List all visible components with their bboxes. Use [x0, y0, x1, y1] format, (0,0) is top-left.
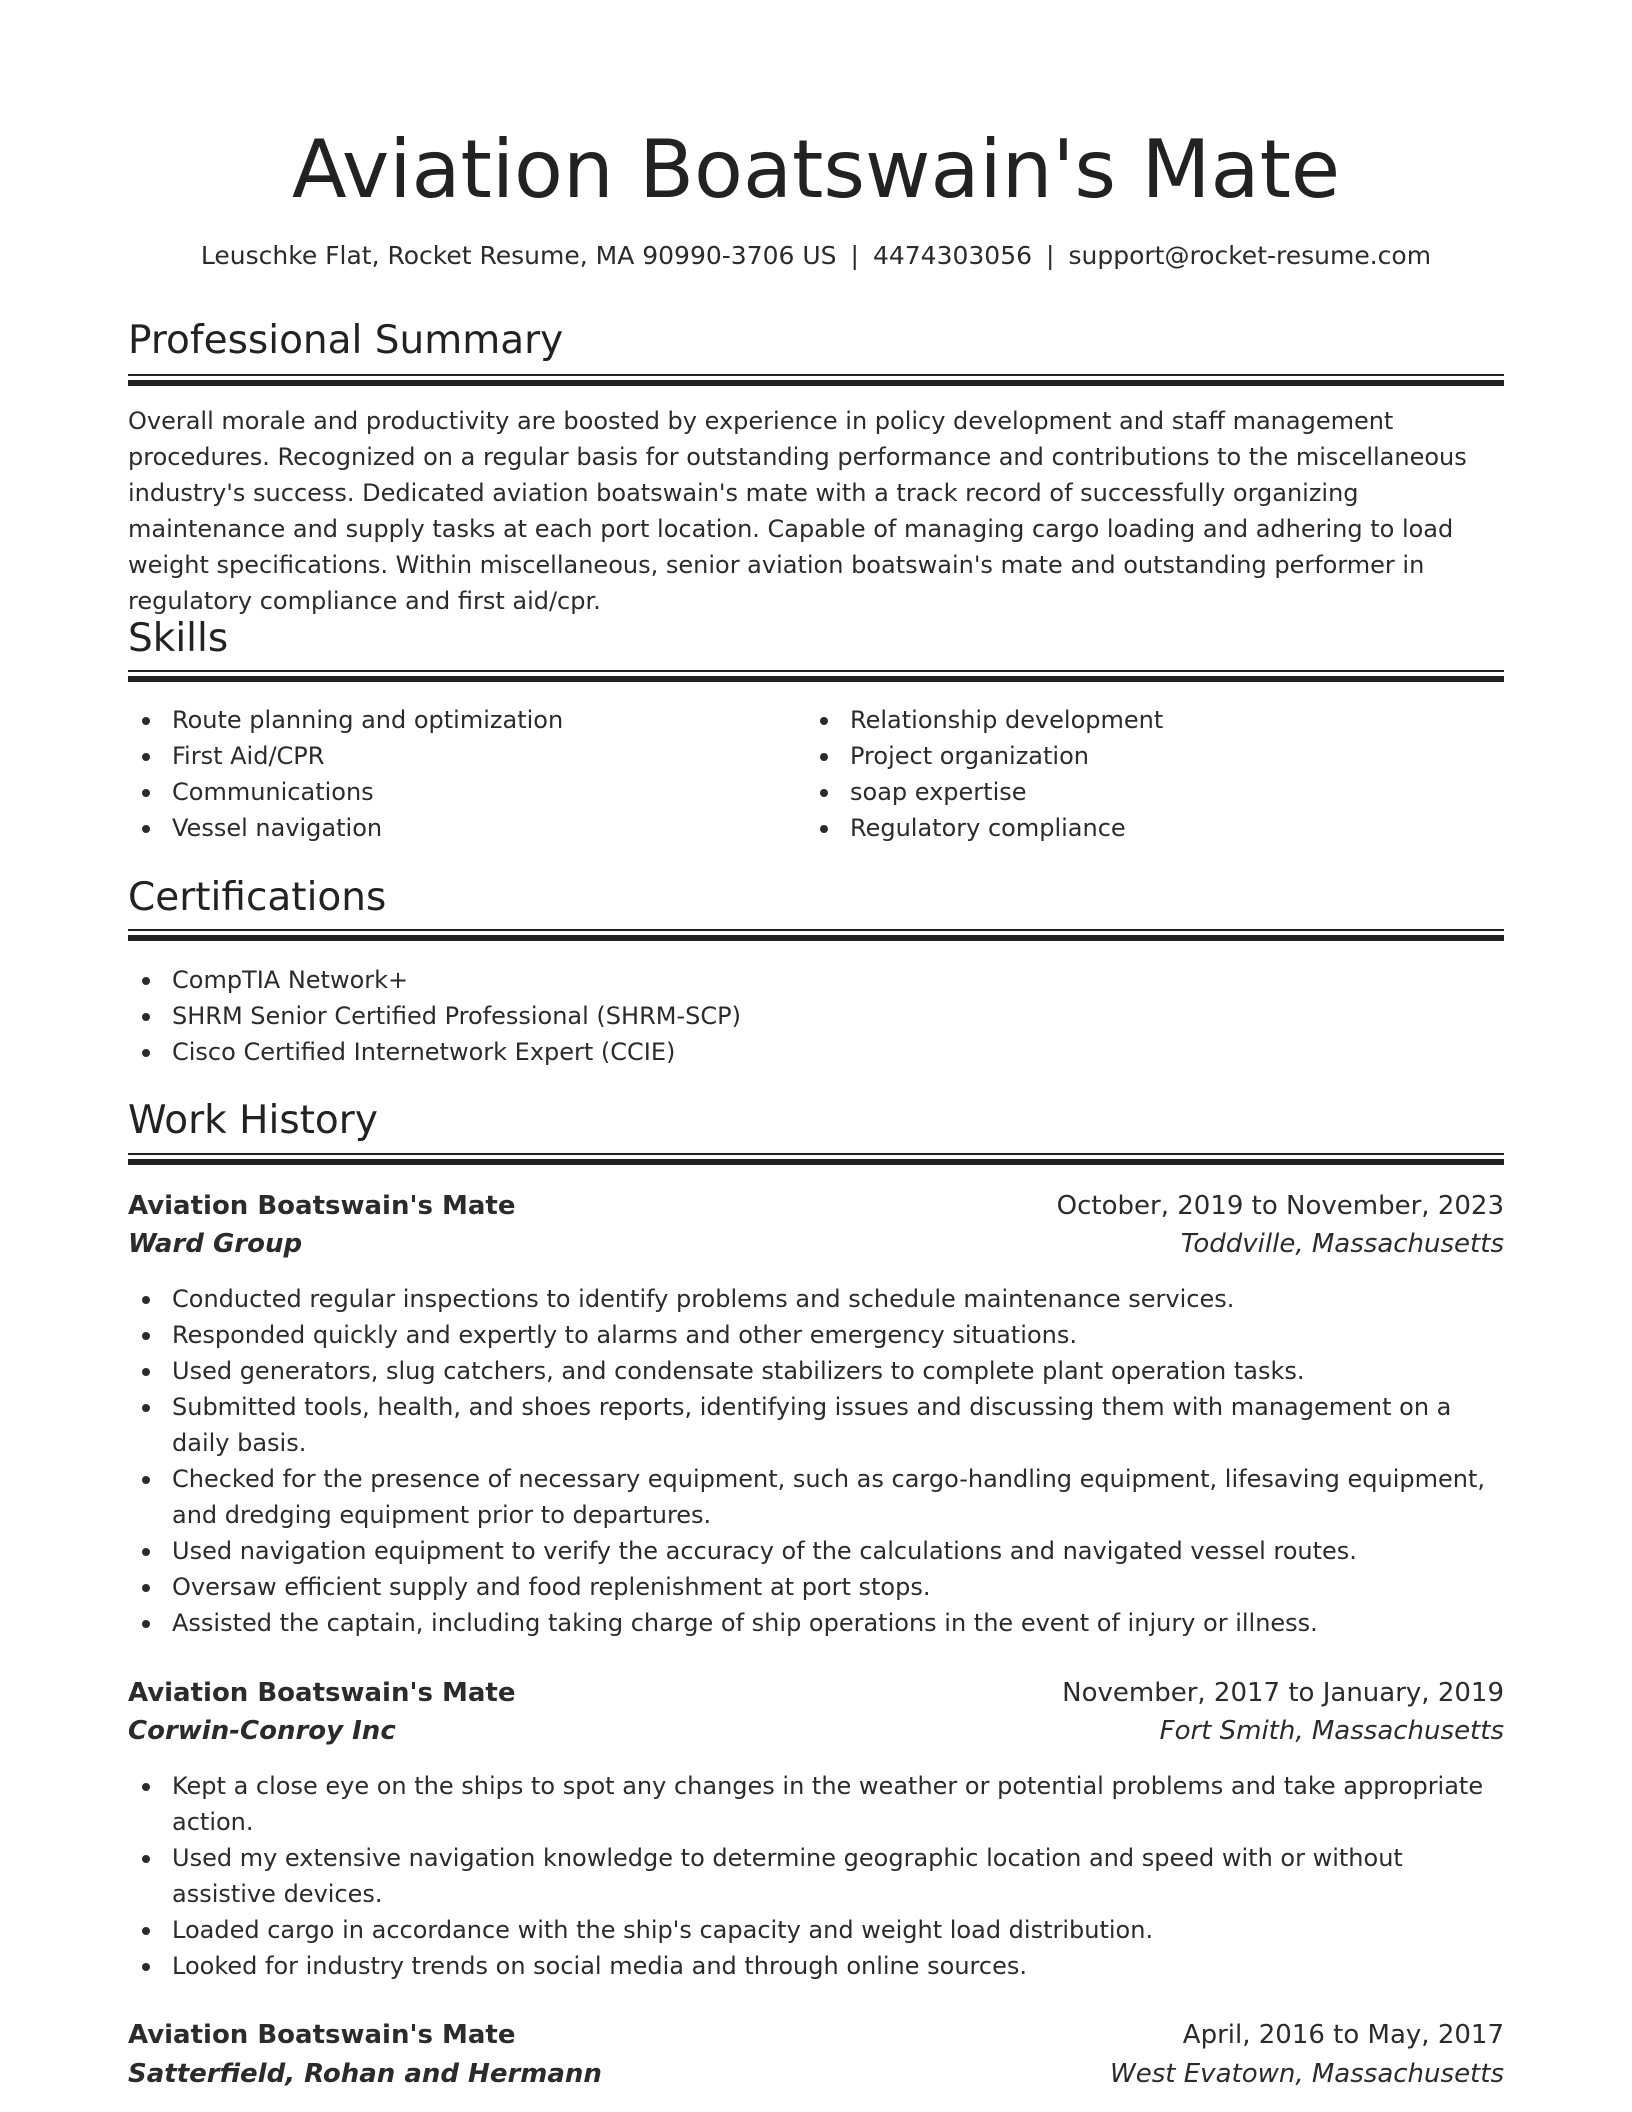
job-company: Ward Group — [128, 1229, 303, 1259]
job-dates: April, 2016 to May, 2017 — [1182, 2020, 1504, 2050]
job-bullet: Kept a close eye on the ships to spot any changes in the weather or potential problems and take appropriate action. — [128, 1768, 1504, 1840]
job-title: Aviation Boatswain's Mate — [128, 2020, 516, 2050]
skills-list-left — [128, 702, 788, 846]
job-bullets — [128, 1281, 1504, 1641]
job-bullet: Checked for the presence of necessary equipment, such as cargo-handling equipment, lifesaving equipment, and dredging equipment prior to departures. — [128, 1461, 1504, 1533]
skill-item: First Aid/CPR — [128, 738, 788, 774]
section-divider — [128, 929, 1504, 941]
job-bullet: Used my extensive navigation knowledge to determine geographic location and speed with or without assistive devices. — [128, 1840, 1504, 1912]
section-title-summary: Professional Summary — [128, 318, 564, 363]
certification-item: SHRM Senior Certified Professional (SHRM-SCP) — [128, 998, 1504, 1034]
skill-item: Project organization — [806, 738, 1504, 774]
skill-item: Relationship development — [806, 702, 1504, 738]
skill-item: Vessel navigation — [128, 810, 788, 846]
job-bullets — [128, 1768, 1504, 1984]
section-divider — [128, 670, 1504, 682]
summary-text: Overall morale and productivity are boosted by experience in policy development and staff management procedures. Recognized on a regular basis for outstanding performance and contributions to the miscellaneous industry's success. Dedicated aviation boatswain's mate with a track record of successfully organizing maintenance and supply tasks at each port location. Capable of managing cargo loading and adhering to load weight specifications. Within miscellaneous, senior aviation boatswain's mate and outstanding performer in regulatory compliance and first aid/cpr. — [128, 407, 1467, 615]
contact-phone: 4474303056 — [872, 241, 1033, 270]
job-dates: October, 2019 to November, 2023 — [1056, 1191, 1504, 1221]
section-title-skills: Skills — [128, 616, 229, 661]
section-title-work-history: Work History — [128, 1098, 378, 1143]
resume-name: Aviation Boatswain's Mate — [291, 123, 1341, 216]
section-divider — [128, 374, 1504, 386]
skill-item: Regulatory compliance — [806, 810, 1504, 846]
contact-email: support@rocket-resume.com — [1068, 241, 1432, 270]
skill-item: Route planning and optimization — [128, 702, 788, 738]
contact-line — [128, 238, 1504, 274]
job-bullet: Used generators, slug catchers, and condensate stabilizers to complete plant operation tasks. — [128, 1353, 1504, 1389]
contact-separator: | — [1046, 241, 1055, 270]
job-bullet: Looked for industry trends on social media and through online sources. — [128, 1948, 1504, 1984]
job-bullet: Used navigation equipment to verify the accuracy of the calculations and navigated vessel routes. — [128, 1533, 1504, 1569]
job-bullet: Loaded cargo in accordance with the ship's capacity and weight load distribution. — [128, 1912, 1504, 1948]
skill-item: soap expertise — [806, 774, 1504, 810]
job-location: Toddville, Massachusetts — [1180, 1229, 1504, 1259]
certifications-list — [128, 962, 1504, 1070]
job-dates: November, 2017 to January, 2019 — [1062, 1678, 1504, 1708]
job-company: Corwin-Conroy Inc — [128, 1716, 396, 1746]
skills-list-right — [806, 702, 1504, 846]
job-title: Aviation Boatswain's Mate — [128, 1678, 516, 1708]
job-bullet: Assisted the captain, including taking charge of ship operations in the event of injury or illness. — [128, 1605, 1504, 1641]
section-divider — [128, 1153, 1504, 1165]
certification-item: Cisco Certified Internetwork Expert (CCIE) — [128, 1034, 1504, 1070]
job-title: Aviation Boatswain's Mate — [128, 1191, 516, 1221]
skill-item: Communications — [128, 774, 788, 810]
contact-address: Leuschke Flat, Rocket Resume, MA 90990-3706 US — [200, 241, 837, 270]
section-title-certifications: Certifications — [128, 875, 387, 920]
job-bullet: Submitted tools, health, and shoes reports, identifying issues and discussing them with management on a daily basis. — [128, 1389, 1504, 1461]
job-bullet: Oversaw efficient supply and food replenishment at port stops. — [128, 1569, 1504, 1605]
certification-item: CompTIA Network+ — [128, 962, 1504, 998]
job-bullet: Responded quickly and expertly to alarms and other emergency situations. — [128, 1317, 1504, 1353]
contact-separator: | — [850, 241, 859, 270]
job-company: Satterfield, Rohan and Hermann — [128, 2059, 602, 2089]
job-location: Fort Smith, Massachusetts — [1159, 1716, 1504, 1746]
job-location: West Evatown, Massachusetts — [1110, 2059, 1504, 2089]
job-bullet: Conducted regular inspections to identify problems and schedule maintenance services. — [128, 1281, 1504, 1317]
